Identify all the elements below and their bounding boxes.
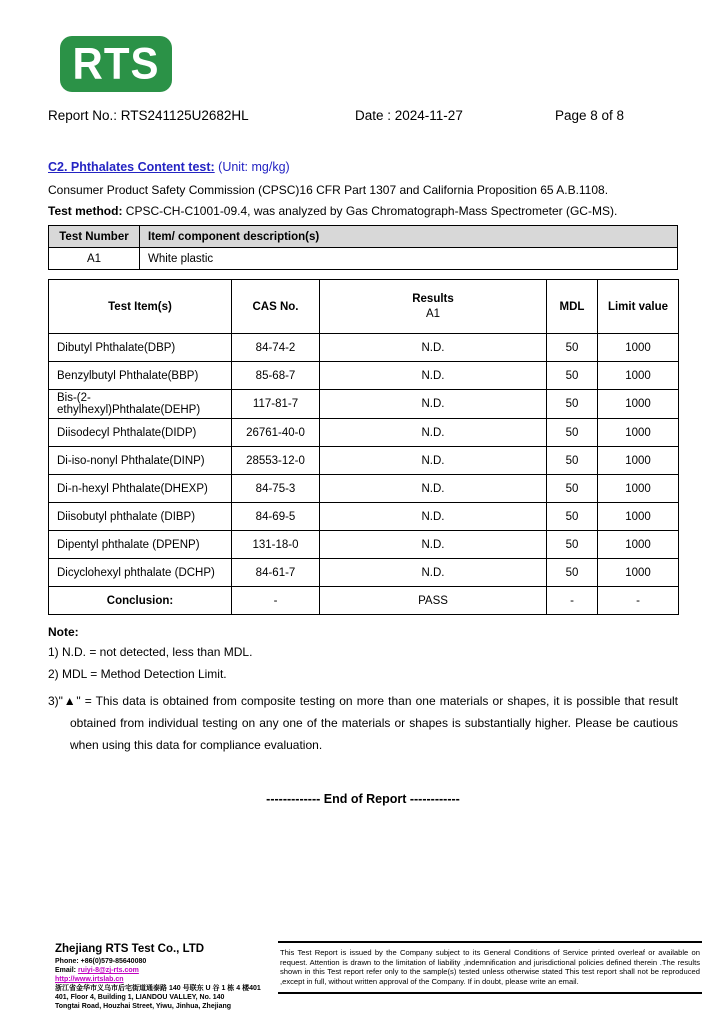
result-value: N.D. (320, 390, 547, 419)
col-test-number: Test Number (49, 226, 140, 248)
conclusion-row (49, 587, 679, 615)
col-item-description: Item/ component description(s) (140, 226, 678, 248)
notes-title: Note: (48, 625, 79, 639)
mdl-value: 50 (547, 390, 598, 419)
test-item: Benzylbutyl Phthalate(BBP) (49, 362, 232, 390)
col-test-item: Test Item(s) (49, 280, 232, 334)
conclusion-limit: - (598, 587, 679, 615)
sample-description-table (48, 225, 678, 270)
result-value: N.D. (320, 503, 547, 531)
note-item-1: 1) N.D. = not detected, less than MDL. (48, 645, 253, 659)
test-item: Diisodecyl Phthalate(DIDP) (49, 419, 232, 447)
table-header-row (49, 280, 679, 334)
cas-no: 85-68-7 (232, 362, 320, 390)
company-address-en-2: Tongtai Road, Houzhai Street, Yiwu, Jinhua, Zhejiang (55, 1003, 232, 1010)
website-line (55, 975, 273, 984)
col-limit-value: Limit value (598, 280, 679, 334)
table-row (49, 559, 679, 587)
company-address-en-1: 401, Floor 4, Building 1, LIANDOU VALLEY, No. 140 (55, 994, 225, 1001)
sample-description: White plastic (140, 248, 678, 270)
mdl-value: 50 (547, 419, 598, 447)
limit-value: 1000 (598, 419, 679, 447)
conclusion-mdl: - (547, 587, 598, 615)
test-method-line (48, 204, 678, 218)
page-indicator: Page 8 of 8 (555, 108, 625, 123)
col-cas-no: CAS No. (232, 280, 320, 334)
website-link[interactable]: http://www.irtslab.cn (55, 976, 124, 983)
disclaimer-box (278, 941, 702, 994)
result-value: N.D. (320, 334, 547, 362)
result-value: N.D. (320, 559, 547, 587)
col-mdl: MDL (547, 280, 598, 334)
cas-no: 131-18-0 (232, 531, 320, 559)
result-value: N.D. (320, 362, 547, 390)
mdl-value: 50 (547, 475, 598, 503)
email-link[interactable]: ruiyi-8@zj-rts.com (77, 967, 139, 974)
table-row (49, 447, 679, 475)
mdl-value: 50 (547, 531, 598, 559)
table-row (49, 419, 679, 447)
mdl-value: 50 (547, 362, 598, 390)
test-item: Dicyclohexyl phthalate (DCHP) (49, 559, 232, 587)
mdl-value: 50 (547, 447, 598, 475)
test-item: Dipentyl phthalate (DPENP) (49, 531, 232, 559)
note-item-2: 2) MDL = Method Detection Limit. (48, 667, 227, 681)
conclusion-label: Conclusion: (49, 587, 232, 615)
cas-no: 84-74-2 (232, 334, 320, 362)
table-row (49, 248, 678, 270)
col-results (320, 280, 547, 334)
result-value: N.D. (320, 475, 547, 503)
test-item: Bis-(2-ethylhexyl)Phthalate(DEHP) (49, 390, 232, 419)
cas-no: 84-75-3 (232, 475, 320, 503)
limit-value: 1000 (598, 334, 679, 362)
test-item: Diisobutyl phthalate (DIBP) (49, 503, 232, 531)
test-method-text: CPSC-CH-C1001-09.4, was analyzed by Gas Chromatograph-Mass Spectrometer (GC-MS). (122, 204, 618, 218)
mdl-value: 50 (547, 503, 598, 531)
table-header-row (49, 226, 678, 248)
result-value: N.D. (320, 419, 547, 447)
sample-number: A1 (49, 248, 140, 270)
table-row (49, 475, 679, 503)
cas-no: 84-69-5 (232, 503, 320, 531)
test-item: Di-n-hexyl Phthalate(DHEXP) (49, 475, 232, 503)
conclusion-result: PASS (320, 587, 547, 615)
section-title-text: C2. Phthalates Content test: (48, 160, 215, 174)
section-title (48, 160, 678, 174)
report-date: Date : 2024-11-27 (355, 108, 463, 123)
end-of-report: ------------- End of Report ------------ (266, 792, 460, 806)
company-info-block (55, 942, 273, 1011)
limit-value: 1000 (598, 559, 679, 587)
limit-value: 1000 (598, 531, 679, 559)
col-results-label: Results (412, 293, 454, 305)
test-item: Dibutyl Phthalate(DBP) (49, 334, 232, 362)
limit-value: 1000 (598, 447, 679, 475)
cas-no: 117-81-7 (232, 390, 320, 419)
disclaimer-text: This Test Report is issued by the Company subject to its General Conditions of Service printed overleaf or available on request. Attention is drawn to the limitation of liability ,indemnification and jurisdictional policies defined therein .The results shown in this Test report refer only to the sample(s) tested unless otherwise stated This test report shall not be reproduced ,except in full, without written approval of the Company. If in doubt, please write an email. (280, 948, 700, 986)
cas-no: 84-61-7 (232, 559, 320, 587)
limit-value: 1000 (598, 503, 679, 531)
cas-no: 28553-12-0 (232, 447, 320, 475)
table-row (49, 531, 679, 559)
rts-logo (60, 36, 172, 92)
mdl-value: 50 (547, 559, 598, 587)
company-email-line (55, 966, 273, 975)
result-value: N.D. (320, 447, 547, 475)
notes-section (48, 625, 678, 756)
report-body (48, 160, 678, 806)
standard-reference: Consumer Product Safety Commission (CPSC)16 CFR Part 1307 and California Proposition 65 A.B.1108. (48, 183, 609, 197)
table-row (49, 390, 679, 419)
report-header (48, 108, 678, 126)
rts-logo-text: RTS (72, 38, 160, 89)
section-unit: (Unit: mg/kg) (214, 160, 290, 174)
test-item: Di-iso-nonyl Phthalate(DINP) (49, 447, 232, 475)
col-results-sample: A1 (425, 308, 441, 320)
limit-value: 1000 (598, 362, 679, 390)
company-phone: Phone: +86(0)579-85640080 (55, 958, 147, 965)
result-value: N.D. (320, 531, 547, 559)
results-table (48, 279, 679, 615)
mdl-value: 50 (547, 334, 598, 362)
table-row (49, 334, 679, 362)
test-method-label: Test method: (48, 204, 123, 218)
note-item-3: 3)"▲" = This data is obtained from composite testing on more than one materials or shapes, it is possible that result obtained from individual testing on any one of the materials or shapes is substantially higher. Please be cautious when using this data for compliance evaluation. (48, 694, 678, 752)
table-row (49, 362, 679, 390)
conclusion-cas: - (232, 587, 320, 615)
limit-value: 1000 (598, 475, 679, 503)
table-row (49, 503, 679, 531)
limit-value: 1000 (598, 390, 679, 419)
company-address-cn: 浙江省金华市义乌市后宅街道通泰路 140 号联东 U 谷 1 栋 4 楼401 (55, 985, 261, 992)
email-label: Email: (55, 967, 78, 974)
company-name: Zhejiang RTS Test Co., LTD (55, 943, 205, 955)
report-number: Report No.: RTS241125U2682HL (48, 108, 249, 123)
cas-no: 26761-40-0 (232, 419, 320, 447)
